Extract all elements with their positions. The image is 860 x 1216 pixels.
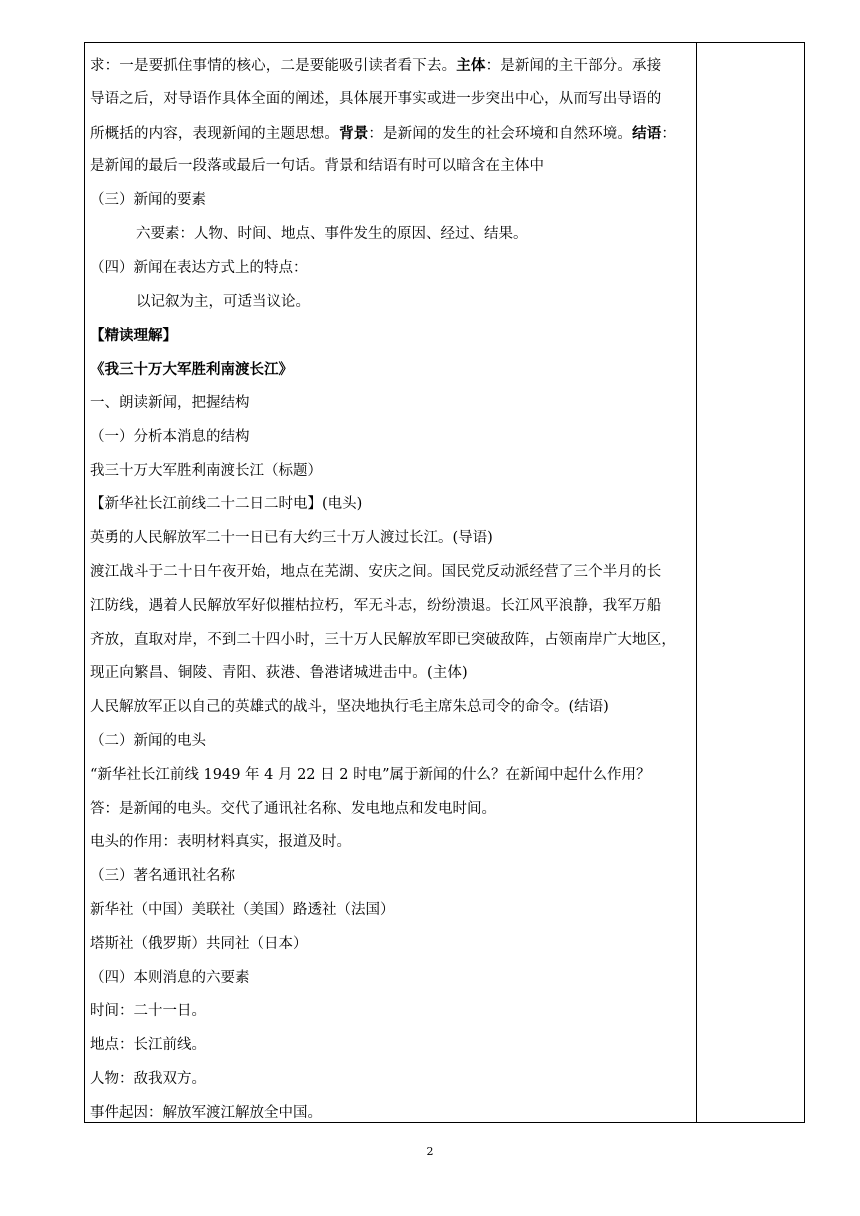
- dateline-role-line: 电头的作用：表明材料真实，报道及时。: [90, 834, 351, 851]
- news-dateline-line: 【新华社长江前线二十二日二时电】(电头): [90, 496, 363, 513]
- intro-line: [90, 117, 690, 151]
- news-conclusion-line: 人民解放军正以自己的英雄式的战斗，坚决地执行毛主席朱总司令的命令。(结语): [90, 699, 609, 716]
- expression-text: 以记叙为主，可适当议论。: [136, 293, 310, 310]
- element-people: 人物：敌我双方。: [90, 1070, 206, 1087]
- text-run: ：是新闻的发生的社会环境和自然环境。: [368, 125, 633, 142]
- jingdu-heading: [90, 319, 690, 353]
- intro-paragraph: [90, 49, 690, 184]
- bold-term: 背景: [339, 124, 369, 142]
- page-number: 2: [426, 1145, 434, 1158]
- column-divider: [696, 43, 697, 1122]
- jingdu-heading-text: 【精读理解】: [90, 327, 177, 345]
- news-body-line: 渡江战斗于二十日午夜开始，地点在芜湖、安庆之间。国民党反动派经营了三个半月的长: [90, 563, 662, 580]
- agencies-line: 新华社（中国）美联社（美国）路透社（法国）: [90, 901, 395, 918]
- lesson-plan-table: [84, 42, 805, 1123]
- text-run: 导语之后，对导语作具体全面的阐述，具体展开事实或进一步突出中心，从而写出导语的: [90, 90, 662, 107]
- text-run: ：是新闻的主干部分。承接: [485, 58, 662, 74]
- intro-line: [90, 150, 690, 184]
- element-place: 地点：长江前线。: [90, 1037, 206, 1054]
- text-run: 是新闻的最后一段落或最后一句话。背景和结语有时可以暗含在主体中: [90, 158, 545, 175]
- text-run: ：: [661, 125, 677, 142]
- six-elements-text: 六要素：人物、时间、地点、事件发生的原因、经过、结果。: [136, 225, 528, 242]
- news-body-line: 现正向繁昌、铜陵、青阳、荻港、鲁港诸城进击中。(主体): [90, 665, 468, 682]
- intro-line: [90, 83, 690, 117]
- sub-3-heading: （三）著名通讯社名称: [90, 868, 235, 885]
- main-content-cell: [90, 49, 690, 1131]
- text-run: 求：一是要抓住事情的核心，二是要能吸引读者看下去。: [90, 58, 457, 74]
- bold-term: 主体: [456, 57, 486, 74]
- news-body-line: 江防线，遇着人民解放军好似摧枯拉朽，军无斗志，纷纷溃退。长江风平浪静，我军万船: [90, 597, 662, 614]
- agencies-line: 塔斯社（俄罗斯）共同社（日本）: [90, 935, 308, 952]
- sub-4-heading: （四）本则消息的六要素: [90, 969, 250, 986]
- intro-line: [90, 49, 690, 83]
- element-time: 时间：二十一日。: [90, 1003, 206, 1020]
- article-title-text: 《我三十万大军胜利南渡长江》: [90, 361, 293, 379]
- article-title: [90, 353, 690, 387]
- bold-term: 结语: [632, 124, 662, 142]
- sub-1-heading: （一）分析本消息的结构: [90, 428, 250, 445]
- answer-line: 答：是新闻的电头。交代了通讯社名称、发电地点和发电时间。: [90, 800, 496, 817]
- news-lead-line: 英勇的人民解放军二十一日已有大约三十万人渡过长江。(导语): [90, 530, 493, 547]
- news-body-line: 齐放，直取对岸，不到二十四小时，三十万人民解放军即已突破敌阵，占领南岸广大地区，: [90, 631, 676, 648]
- news-title-line: 我三十万大军胜利南渡长江（标题）: [90, 462, 322, 479]
- text-run: 所概括的内容，表现新闻的主题思想。: [90, 125, 340, 142]
- question-line: “新华社长江前线 1949 年 4 月 22 日 2 时电”属于新闻的什么？在新闻中起什么作用？: [90, 766, 651, 783]
- element-cause: 事件起因：解放军渡江解放全中国。: [90, 1104, 322, 1121]
- section-heading-elements: （三）新闻的要素: [90, 192, 206, 209]
- section-heading-expression: （四）新闻在表达方式上的特点：: [90, 259, 308, 276]
- part-1-heading: 一、朗读新闻，把握结构: [90, 394, 250, 411]
- sub-2-heading: （二）新闻的电头: [90, 732, 206, 749]
